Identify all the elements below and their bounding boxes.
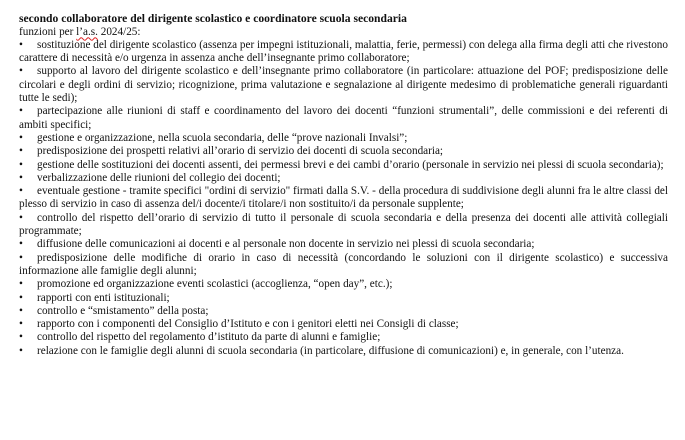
duty-item bbox=[19, 105, 668, 132]
bullet-icon: • bbox=[19, 65, 23, 78]
intro-underlined-term: l’a.s. bbox=[76, 25, 98, 38]
duty-item bbox=[19, 145, 668, 158]
bullet-icon: • bbox=[19, 331, 23, 344]
duty-text: diffusione delle comunicazioni ai docenti e al personale non docente in servizio nei plessi di scuola secondaria; bbox=[37, 238, 535, 251]
duty-item bbox=[19, 278, 668, 291]
duty-text: controllo del rispetto del regolamento d’istituto da parte di alunni e famiglie; bbox=[37, 331, 381, 344]
duty-item bbox=[19, 185, 668, 212]
duty-text: controllo del rispetto dell’orario di servizio di tutto il personale di scuola secondaria e della presenza dei docenti alle attività collegiali programmate; bbox=[19, 211, 668, 238]
duty-text: controllo e “smistamento” della posta; bbox=[37, 304, 209, 317]
duty-item bbox=[19, 159, 668, 172]
duty-item bbox=[19, 252, 668, 279]
duty-item bbox=[19, 39, 668, 66]
intro-suffix: 2024/25: bbox=[97, 25, 141, 38]
duty-item bbox=[19, 172, 668, 185]
bullet-icon: • bbox=[19, 105, 23, 118]
duty-item bbox=[19, 212, 668, 239]
duty-text: predisposizione dei prospetti relativi all’orario di servizio dei docenti di scuola secondaria; bbox=[37, 145, 444, 158]
duty-text: rapporti con enti istituzionali; bbox=[37, 291, 170, 304]
duty-text: rapporto con i componenti del Consiglio d’Istituto e con i genitori eletti nei Consigli di classe; bbox=[37, 318, 459, 331]
bullet-icon: • bbox=[19, 251, 23, 264]
intro-line bbox=[19, 26, 668, 39]
duty-item bbox=[19, 331, 668, 344]
duty-item bbox=[19, 132, 668, 145]
duty-text: gestione e organizzazione, nella scuola secondaria, delle “prove nazionali Invalsi”; bbox=[37, 131, 408, 144]
bullet-icon: • bbox=[19, 131, 23, 144]
bullet-icon: • bbox=[19, 238, 23, 251]
duty-text: gestione delle sostituzioni dei docenti assenti, dei permessi brevi e dei cambi d’orario (personale in servizio nei plessi di scuola secondaria); bbox=[37, 158, 664, 171]
bullet-icon: • bbox=[19, 38, 23, 51]
duty-text: partecipazione alle riunioni di staff e coordinamento del lavoro dei docenti “funzioni strumentali”, delle commissioni e dei referenti di ambiti specifici; bbox=[19, 105, 668, 131]
duty-text: supporto al lavoro del dirigente scolastico e dell’insegnante primo collaboratore (in particolare: attuazione del POF; predisposizione delle circolari e degli ordini di servizio; ricognizione, prima valutazione e segnalazione al dirigente medesimo di problematiche generali riguardanti tutte le sedi); bbox=[19, 65, 668, 105]
bullet-icon: • bbox=[19, 291, 23, 304]
duties-list bbox=[19, 39, 668, 358]
bullet-icon: • bbox=[19, 145, 23, 158]
duty-item bbox=[19, 318, 668, 331]
duty-text: relazione con le famiglie degli alunni di scuola secondaria (in particolare, diffusione di comunicazioni) e, in generale, con l’utenza. bbox=[37, 344, 624, 357]
intro-prefix: funzioni per bbox=[19, 25, 77, 38]
bullet-icon: • bbox=[19, 185, 23, 198]
duty-text: promozione ed organizzazione eventi scolastici (accoglienza, “open day”, etc.); bbox=[37, 278, 393, 291]
duty-text: sostituzione del dirigente scolastico (assenza per impegni istituzionali, malattia, ferie, permessi) con delega alla firma degli atti che rivestono carattere di necessità e/o urgenza in assenza anche dell’insegnante primo collaboratore; bbox=[19, 38, 668, 65]
duty-text: verbalizzazione delle riunioni del collegio dei docenti; bbox=[37, 171, 281, 184]
bullet-icon: • bbox=[19, 318, 23, 331]
duty-item bbox=[19, 292, 668, 305]
duty-text: eventuale gestione - tramite specifici "ordini di servizio" firmati dalla S.V. - della procedura di suddivisione degli alunni fra le altre classi del plesso di servizio in caso di assenza del/i docente/i titolare/i non sostituito/i da personale supplente; bbox=[19, 185, 668, 211]
duty-item bbox=[19, 238, 668, 251]
duty-item bbox=[19, 305, 668, 318]
section-heading: secondo collaboratore del dirigente scolastico e coordinatore scuola secondaria bbox=[19, 12, 407, 25]
duty-item bbox=[19, 65, 668, 105]
duty-text: predisposizione delle modifiche di orario in caso di necessità (concordando le soluzioni con il dirigente scolastico) e successiva informazione alle famiglie degli alunni; bbox=[19, 251, 668, 277]
bullet-icon: • bbox=[19, 304, 23, 317]
bullet-icon: • bbox=[19, 278, 23, 291]
duty-item bbox=[19, 345, 668, 358]
bullet-icon: • bbox=[19, 211, 23, 224]
bullet-icon: • bbox=[19, 344, 23, 357]
bullet-icon: • bbox=[19, 171, 23, 184]
bullet-icon: • bbox=[19, 158, 23, 171]
